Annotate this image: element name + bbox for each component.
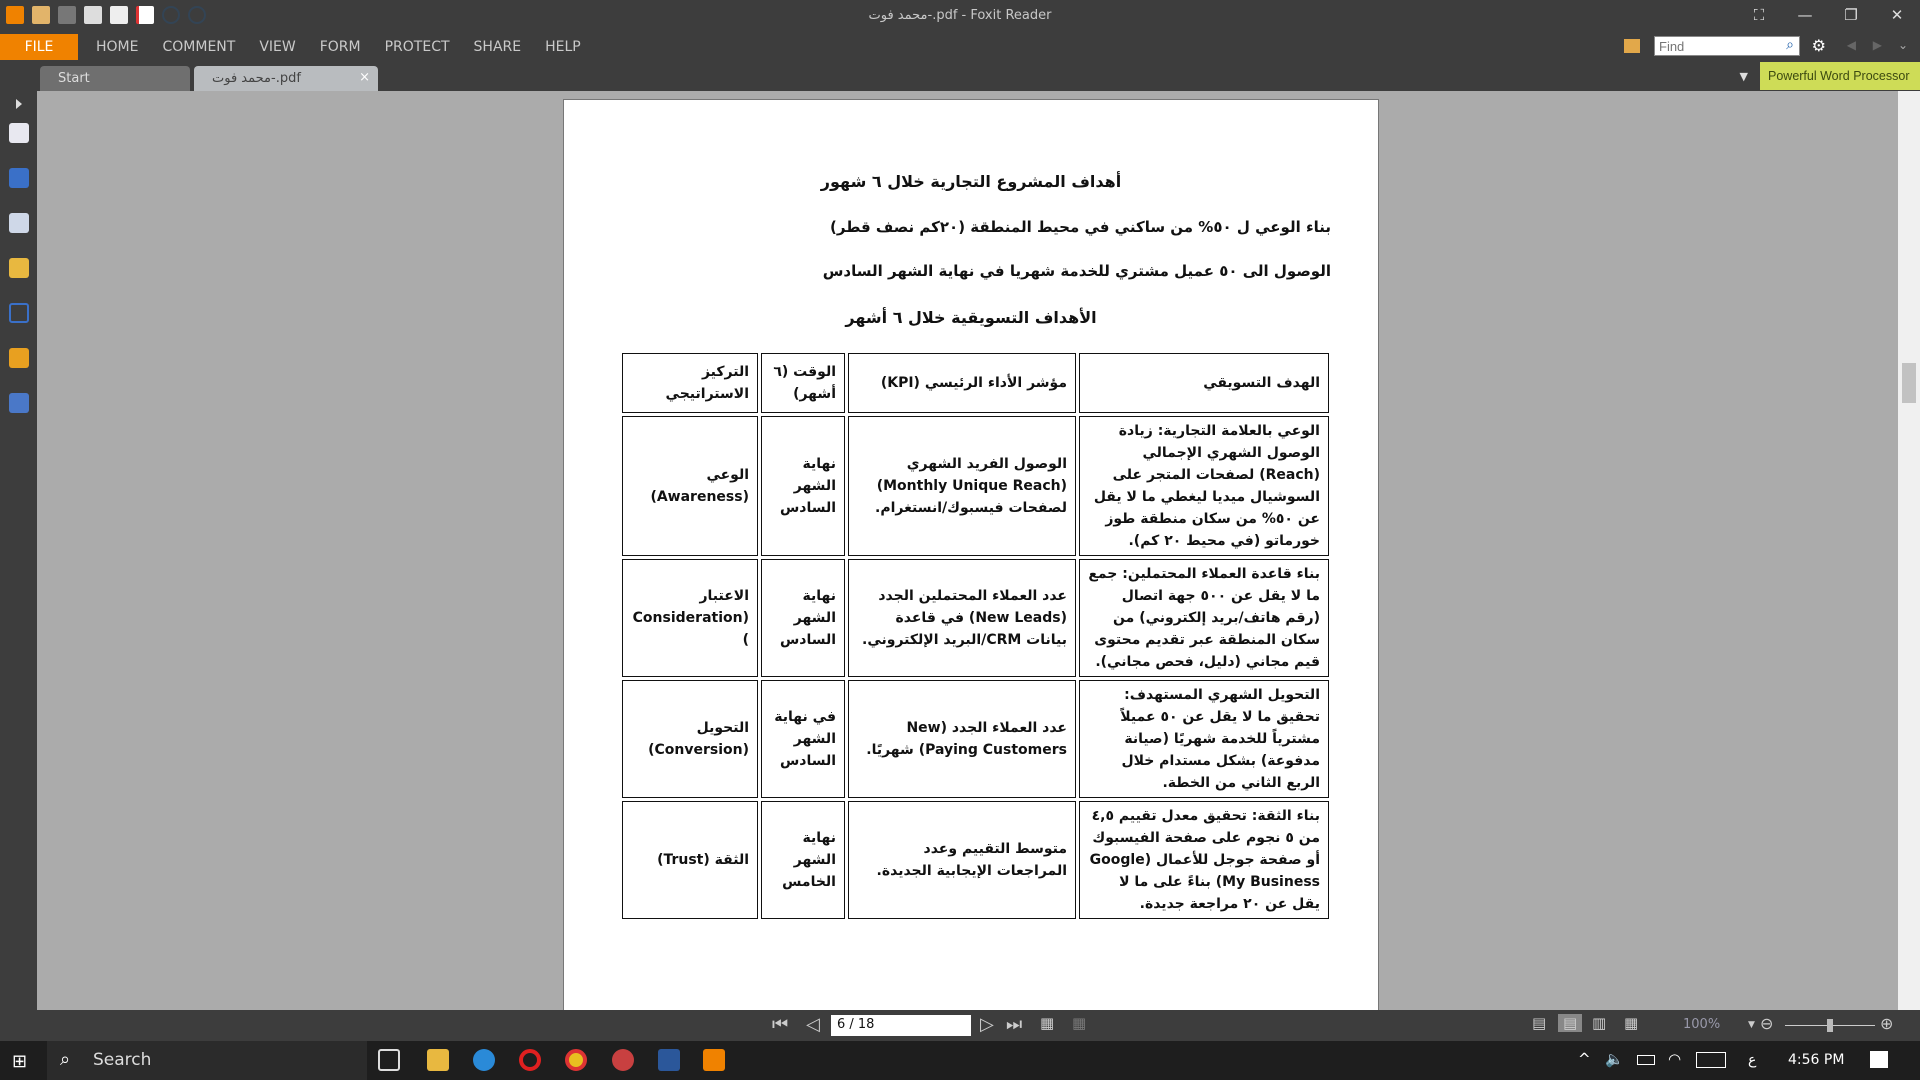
task-view-icon[interactable] xyxy=(378,1049,400,1071)
table-cell: بناء قاعدة العملاء المحتملين: جمع ما لا يقل عن ٥٠٠ جهة اتصال (رقم هاتف/بريد إلكتروني) من سكان المنطقة عبر تقديم محتوى قيم مجاني (دليل، فحص مجاني). xyxy=(1079,559,1329,677)
tab-label: محمد فوت-.pdf xyxy=(212,71,301,86)
menu-home[interactable]: HOME xyxy=(96,39,139,55)
goal-line-awareness: بناء الوعي ل ٥٠% من ساكني في محيط المنطقة (٢٠كم نصف قطر) xyxy=(830,218,1331,236)
table-row xyxy=(622,680,1329,798)
zoom-dropdown-icon[interactable]: ▼ xyxy=(1748,1020,1755,1030)
opera-icon[interactable] xyxy=(519,1049,541,1071)
navigation-panel xyxy=(0,91,37,1010)
gear-icon[interactable]: ⚙ xyxy=(1811,36,1826,55)
fullscreen-icon[interactable]: ⛶ xyxy=(1753,6,1765,24)
keyboard-icon[interactable] xyxy=(1696,1052,1726,1068)
signature-icon[interactable] xyxy=(9,393,29,413)
tab-start[interactable]: Start xyxy=(40,66,190,91)
next-view-icon[interactable]: ▦ xyxy=(1072,1014,1087,1032)
continuous-page-icon[interactable]: ▤ xyxy=(1558,1014,1582,1032)
foxit-reader-icon[interactable] xyxy=(703,1049,725,1071)
tab-list-dropdown-icon[interactable]: ▼ xyxy=(1739,70,1748,83)
lock-icon[interactable] xyxy=(9,348,29,368)
next-result-icon[interactable]: ▶ xyxy=(1872,38,1882,52)
search-label: Search xyxy=(93,1050,152,1070)
wifi-icon[interactable]: ◠ xyxy=(1668,1050,1682,1068)
find-input[interactable] xyxy=(1654,36,1800,56)
volume-icon[interactable]: 🔈 xyxy=(1605,1050,1624,1068)
header-cell: الهدف التسويقي xyxy=(1079,353,1329,413)
table-cell: الاعتبار (Consideration) xyxy=(622,559,758,677)
table-cell: نهاية الشهر الخامس xyxy=(761,801,845,919)
windows-start-icon[interactable]: ⊞ xyxy=(12,1051,28,1072)
table-row xyxy=(622,416,1329,556)
last-page-icon[interactable]: ⏭ xyxy=(1006,1014,1023,1035)
taskbar-search[interactable] xyxy=(47,1041,367,1080)
document-tabs xyxy=(0,62,1920,91)
title-bar xyxy=(0,0,1920,32)
edge-icon[interactable] xyxy=(473,1049,495,1071)
menu-file[interactable]: FILE xyxy=(0,34,78,60)
minimize-button[interactable]: — xyxy=(1797,6,1813,24)
continuous-facing-icon[interactable]: ▦ xyxy=(1624,1014,1639,1032)
link-icon[interactable] xyxy=(9,303,29,323)
vertical-scrollbar[interactable] xyxy=(1898,91,1920,1010)
pages-icon[interactable] xyxy=(9,168,29,188)
header-cell: مؤشر الأداء الرئيسي (KPI) xyxy=(848,353,1076,413)
zoom-in-icon[interactable]: ⊕ xyxy=(1880,1014,1894,1033)
menu-share[interactable]: SHARE xyxy=(473,39,522,55)
single-page-icon[interactable]: ▤ xyxy=(1532,1014,1547,1032)
close-button[interactable]: ✕ xyxy=(1890,6,1904,24)
table-cell: في نهاية الشهر السادس xyxy=(761,680,845,798)
business-goals-heading: أهداف المشروع التجارية خلال ٦ شهور xyxy=(820,172,1122,191)
zoom-slider[interactable] xyxy=(1785,1025,1875,1026)
search-icon: ⌕ xyxy=(60,1049,71,1070)
find-folder-icon[interactable] xyxy=(1624,39,1640,53)
menu-comment[interactable]: COMMENT xyxy=(162,39,236,55)
table-cell: عدد العملاء المحتملين الجدد (New Leads) في قاعدة بيانات CRM/البريد الإلكتروني. xyxy=(848,559,1076,677)
table-cell: الوصول الفريد الشهري (Monthly Unique Reach) لصفحات فيسبوك/انستغرام. xyxy=(848,416,1076,556)
previous-result-icon[interactable]: ◀ xyxy=(1846,38,1856,52)
input-language[interactable]: ع xyxy=(1748,1052,1757,1068)
notifications-icon[interactable] xyxy=(1870,1051,1888,1068)
expand-panel-icon[interactable] xyxy=(16,99,22,109)
show-hidden-icons[interactable]: ^ xyxy=(1578,1050,1591,1068)
table-cell: التحويل (Conversion) xyxy=(622,680,758,798)
table-cell: الوعي بالعلامة التجارية: زيادة الوصول الشهري الإجمالي (Reach) لصفحات المتجر على السوشيال ميديا ليغطي ما لا يقل عن ٥٠% من سكان منطقة طوز خورماتو (في محيط ٢٠ كم). xyxy=(1079,416,1329,556)
zoom-slider-knob[interactable] xyxy=(1827,1019,1833,1032)
menu-form[interactable]: FORM xyxy=(319,39,361,55)
menu-view[interactable]: VIEW xyxy=(259,39,296,55)
marketing-goals-table xyxy=(619,350,1332,922)
search-icon[interactable]: ⌕ xyxy=(1786,37,1794,53)
status-bar xyxy=(0,1010,1920,1041)
table-cell: التحويل الشهري المستهدف: تحقيق ما لا يقل عن ٥٠ عميلاً مشترياً للخدمة شهريًا (صيانة مدفوعة) بشكل مستدام خلال الربع الثاني من الخطة. xyxy=(1079,680,1329,798)
pdf-page xyxy=(563,99,1379,1010)
file-explorer-icon[interactable] xyxy=(427,1049,449,1071)
comments-icon[interactable] xyxy=(9,258,29,278)
table-cell: عدد العملاء الجدد (New Paying Customers) شهريًا. xyxy=(848,680,1076,798)
page-number-input[interactable]: 6 / 18 xyxy=(831,1015,971,1036)
table-cell: نهاية الشهر السادس xyxy=(761,559,845,677)
promo-banner[interactable]: Powerful Word Processor xyxy=(1760,62,1920,90)
next-page-icon[interactable]: ▷ xyxy=(980,1014,994,1035)
table-cell: بناء الثقة: تحقيق معدل تقييم ٤,٥ من ٥ نجوم على صفحة الفيسبوك أو صفحة جوجل للأعمال (Google My Business) بناءً على ما لا يقل عن ٢٠ مراجعة جديدة. xyxy=(1079,801,1329,919)
table-header-row xyxy=(622,353,1329,413)
previous-view-icon[interactable]: ▦ xyxy=(1040,1014,1055,1032)
table-row xyxy=(622,559,1329,677)
first-page-icon[interactable]: ⏮ xyxy=(772,1014,789,1035)
table-cell: متوسط التقييم وعدد المراجعات الإيجابية الجديدة. xyxy=(848,801,1076,919)
windows-taskbar xyxy=(0,1041,1920,1080)
restore-button[interactable]: ❐ xyxy=(1844,6,1858,24)
tab-close-icon[interactable]: × xyxy=(359,70,370,85)
table-cell: الوعي (Awareness) xyxy=(622,416,758,556)
battery-icon[interactable] xyxy=(1637,1055,1655,1065)
tab-document[interactable] xyxy=(194,66,378,91)
word-icon[interactable] xyxy=(658,1049,680,1071)
chevron-down-icon[interactable]: ⌄ xyxy=(1897,38,1908,52)
menu-help[interactable]: HELP xyxy=(545,39,581,55)
table-cell: الثقة (Trust) xyxy=(622,801,758,919)
facing-page-icon[interactable]: ▥ xyxy=(1592,1014,1607,1032)
document-viewport xyxy=(37,91,1898,1010)
table-cell: نهاية الشهر السادس xyxy=(761,416,845,556)
menu-protect[interactable]: PROTECT xyxy=(384,39,450,55)
previous-page-icon[interactable]: ◁ xyxy=(806,1014,820,1035)
clock[interactable]: 4:56 PM xyxy=(1788,1052,1845,1068)
scrollbar-thumb[interactable] xyxy=(1902,363,1916,403)
chrome-icon[interactable] xyxy=(565,1049,587,1071)
zoom-level[interactable]: 100% xyxy=(1683,1017,1721,1032)
marketing-goals-heading: الأهداف التسويقية خلال ٦ أشهر xyxy=(845,308,1097,327)
app-icon[interactable] xyxy=(612,1049,634,1071)
table-row xyxy=(622,801,1329,919)
zoom-out-icon[interactable]: ⊖ xyxy=(1760,1014,1774,1033)
goal-line-customers: الوصول الى ٥٠ عميل مشتري للخدمة شهريا في نهاية الشهر السادس xyxy=(822,262,1331,280)
window-title: محمد فوت-.pdf - Foxit Reader xyxy=(868,8,1052,23)
header-cell: الوقت (٦ أشهر) xyxy=(761,353,845,413)
layers-icon[interactable] xyxy=(9,213,29,233)
header-cell: التركيز الاستراتيجي xyxy=(622,353,758,413)
bookmark-icon[interactable] xyxy=(9,123,29,143)
